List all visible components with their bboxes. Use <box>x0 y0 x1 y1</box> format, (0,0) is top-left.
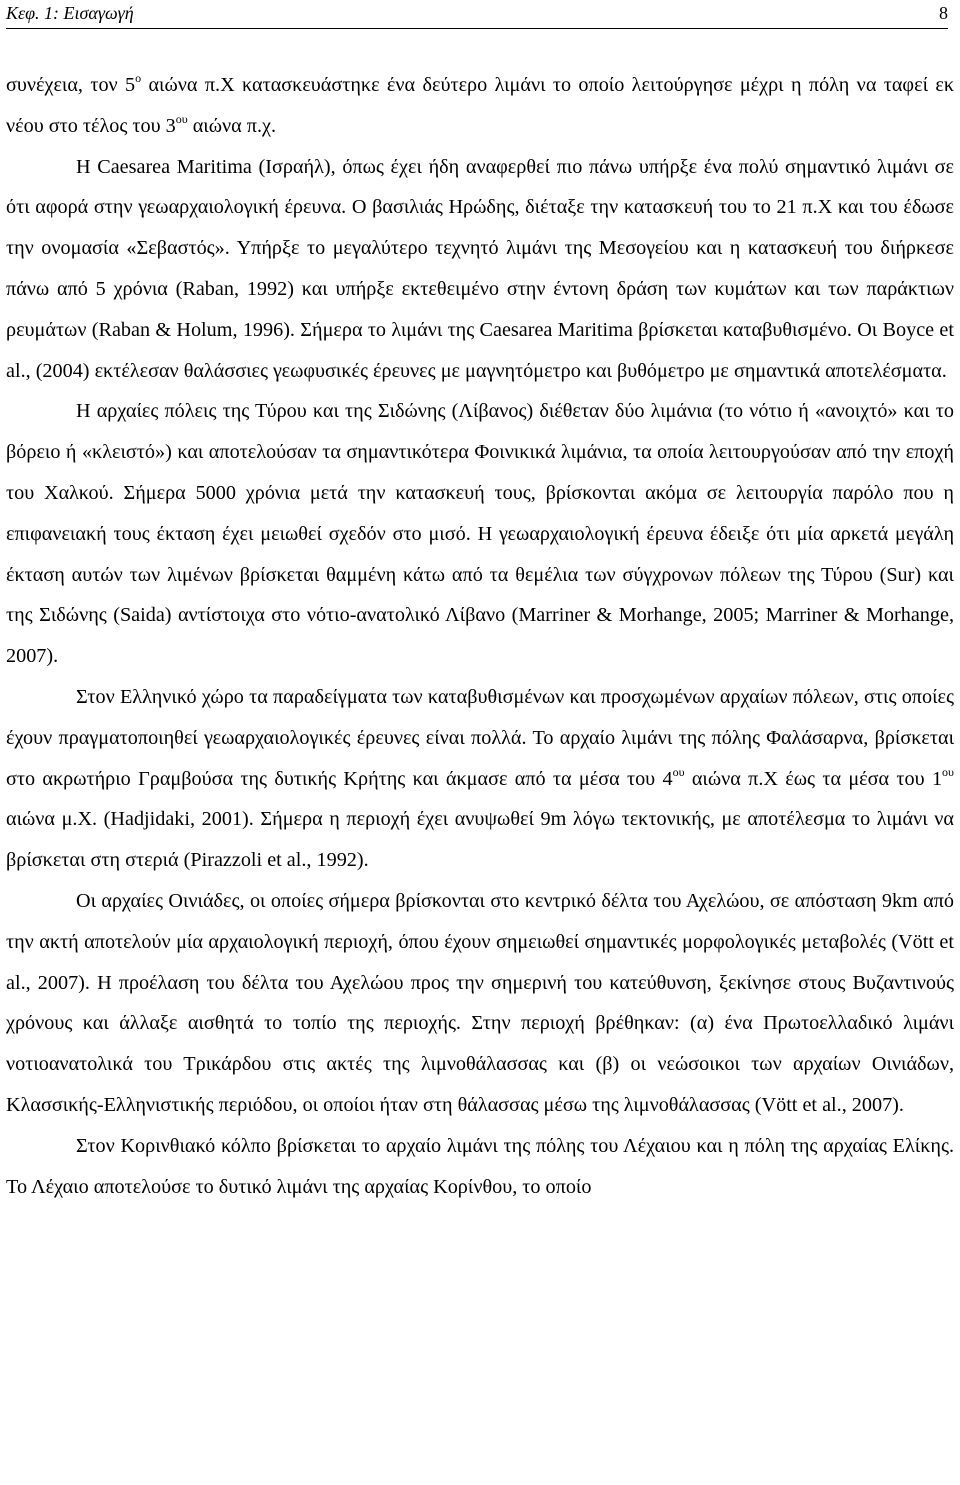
superscript: ου <box>175 111 188 126</box>
paragraph <box>6 65 954 147</box>
page-number: 8 <box>939 3 948 23</box>
text-segment: συνέχεια, τον 5 <box>6 74 136 96</box>
text-segment: Στον Ελληνικό χώρο τα παραδείγματα των καταβυθισμένων και προσχωμένων αρχαίων πόλεων, στις οποίες έχουν πραγματοποιηθεί γεωαρχαιολογικές έρευνες είναι πολλά. Το αρχαίο λιμάνι της πόλης Φαλάσαρνα, βρίσκεται στο ακρωτήριο Γραμβούσα της δυτικής Κρήτης και άκμασε από τα μέσα του 4 <box>6 685 954 790</box>
text-segment: αιώνα π.Χ κατασκευάστηκε ένα δεύτερο λιμάνι το οποίο λειτούργησε μέχρι η πόλη να ταφεί εκ νέου στο τέλος του 3 <box>6 74 955 137</box>
text-segment: αιώνα π.Χ έως τα μέσα του 1 <box>684 767 943 790</box>
text-segment: αιώνα π.χ. <box>187 114 277 137</box>
paragraph <box>6 1126 954 1208</box>
text-segment: αιώνα μ.Χ. (Hadjidaki, 2001). Σήμερα η περιοχή έχει ανυψωθεί 9m λόγω τεκτονικής, με αποτέλεσμα το λιμάνι να βρίσκεται στη στεριά (Pirazzoli et al., 1992). <box>6 808 954 872</box>
page-header <box>6 0 948 29</box>
superscript: ου <box>942 764 954 779</box>
text-segment: Η αρχαίες πόλεις της Τύρου και της Σιδώνης (Λίβανος) διέθεταν δύο λιμάνια (το νότιο ή «ανοιχτό» και το βόρειο ή «κλειστό») και αποτελούσαν τα σημαντικότερα Φοινικικά λιμάνια, τα οποία λειτουργούσαν από την εποχή του Χαλκού. Σήμερα 5000 χρόνια μετά την κατασκευή τους, βρίσκονται ακόμα σε λειτουργία παρόλο που η επιφανειακή τους έκταση έχει μειωθεί σχεδόν στο μισό. Η γεωαρχαιολογική έρευνα έδειξε ότι μία αρκετά μεγάλη έκταση αυτών των λιμένων βρίσκεται θαμμένη κάτω από τα θεμέλια των σύγχρονων πόλεων της Τύρου (Sur) και της Σιδώνης (Saida) αντίστοιχα στο νότιο-ανατολικό Λίβανο (Marriner & Morhange, 2005; Marriner & Morhange, 2007). <box>6 400 954 668</box>
text-segment: Η Caesarea Maritima (Ισραήλ), όπως έχει ήδη αναφερθεί πιο πάνω υπήρξε ένα πολύ σημαντικό λιμάνι σε ότι αφορά στην γεωαρχαιολογική έρευνα. Ο βασιλιάς Ηρώδης, διέταξε την κατασκευή του το 21 π.Χ και του έδωσε την ονομασία «Σεβαστός». Υπήρξε το μεγαλύτερο τεχνητό λιμάνι της Μεσογείου και η κατασκευή του διήρκεσε πάνω από 5 χρόνια (Raban, 1992) και υπήρξε εκτεθειμένο στην έντονη δράση των κυμάτων και των παράκτιων ρευμάτων (Raban & Holum, 1996). Σήμερα το λιμάνι της Caesarea Maritima βρίσκεται καταβυθισμένο. Οι Boyce et al., (2004) εκτέλεσαν θαλάσσιες γεωφυσικές έρευνες με μαγνητόμετρο και βυθόμετρο με σημαντικά αποτελέσματα. <box>6 155 954 382</box>
superscript: ου <box>672 764 685 779</box>
text-segment: Οι αρχαίες Οινιάδες, οι οποίες σήμερα βρίσκονται στο κεντρικό δέλτα του Αχελώου, σε απόσταση 9km από την ακτή αποτελούν μία αρχαιολογική περιοχή, όπου έχουν σημειωθεί σημαντικές μορφολογικές μεταβολές (Vött et al., 2007). Η προέλαση του δέλτα του Αχελώου προς την σημερινή του κατεύθυνση, ξεκίνησε στους Βυζαντινούς χρόνους και άλλαξε αισθητά το τοπίο της περιοχής. Στην περιοχή βρέθηκαν: (α) ένα Πρωτοελλαδικό λιμάνι νοτιοανατολικά του Τρικάρδου στις ακτές της λιμνοθάλασσας και (β) οι νεώσοικοι των αρχαίων Οινιάδων, Κλασσικής-Ελληνιστικής περιόδου, οι οποίοι ήταν στη θάλασσας μέσω της λιμνοθάλασσας (Vött et al., 2007). <box>6 889 954 1116</box>
chapter-title: Κεφ. 1: Εισαγωγή <box>6 3 134 23</box>
paragraph <box>6 677 954 881</box>
body-text <box>6 65 954 1207</box>
superscript: ο <box>135 71 142 85</box>
text-segment: Στον Κορινθιακό κόλπο βρίσκεται το αρχαίο λιμάνι της πόλης του Λέχαιου και η πόλη της αρχαίας Ελίκης. Το Λέχαιο αποτελούσε το δυτικό λιμάνι της αρχαίας Κορίνθου, το οποίο <box>6 1134 954 1198</box>
paragraph <box>6 391 954 677</box>
paragraph <box>6 881 954 1126</box>
paragraph <box>6 147 954 392</box>
